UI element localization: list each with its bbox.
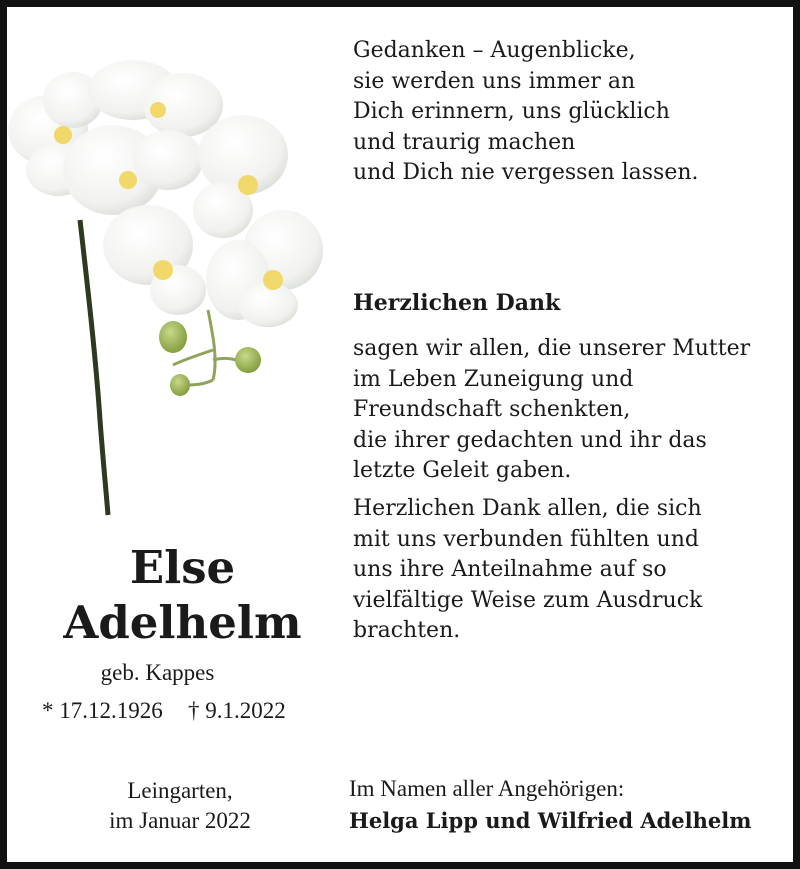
text-line: Herzlichen Dank allen, die sich (353, 496, 702, 521)
text-line: Freundschaft schenkten, (353, 397, 631, 422)
text-line: die ihrer gedachten und ihr das (353, 427, 707, 453)
deceased-first-name: Else (129, 541, 236, 594)
poem-line: Gedanken – Augenblicke, (353, 38, 636, 63)
signature-names: Helga Lipp und Wilfried Adelhelm (349, 808, 752, 833)
orchid-icon (8, 60, 338, 520)
poem-line: und Dich nie vergessen lassen. (353, 160, 699, 185)
thanks-paragraph-2 (353, 494, 702, 647)
thanks-paragraph-1 (353, 334, 750, 487)
text-line: im Leben Zuneigung und (353, 366, 634, 392)
place-line: Leingarten, (127, 778, 233, 803)
poem (353, 36, 699, 189)
poem-line: und traurig machen (353, 129, 576, 155)
text-line: letzte Geleit gaben. (353, 458, 572, 483)
signature-intro: Im Namen aller Angehörigen: (349, 776, 625, 801)
text-line: vielfältige Weise zum Ausdruck (353, 587, 703, 613)
deceased-last-name: Adelhelm (63, 596, 302, 649)
date-line: im Januar 2022 (109, 808, 251, 833)
birth-date: * 17.12.1926 (42, 698, 163, 723)
text-line: sagen wir allen, die unserer Mutter (353, 336, 751, 361)
poem-line: Dich erinnern, uns glücklich (353, 99, 670, 124)
death-date: † 9.1.2022 (188, 698, 286, 723)
text-line: uns ihre Anteilnahme auf so (353, 557, 667, 582)
maiden-name: geb. Kappes (100, 660, 215, 685)
thanks-heading: Herzlichen Dank (353, 290, 561, 316)
poem-line: sie werden uns immer an (353, 68, 636, 94)
text-line: mit uns verbunden fühlten und (353, 526, 699, 552)
text-line: brachten. (353, 618, 461, 643)
